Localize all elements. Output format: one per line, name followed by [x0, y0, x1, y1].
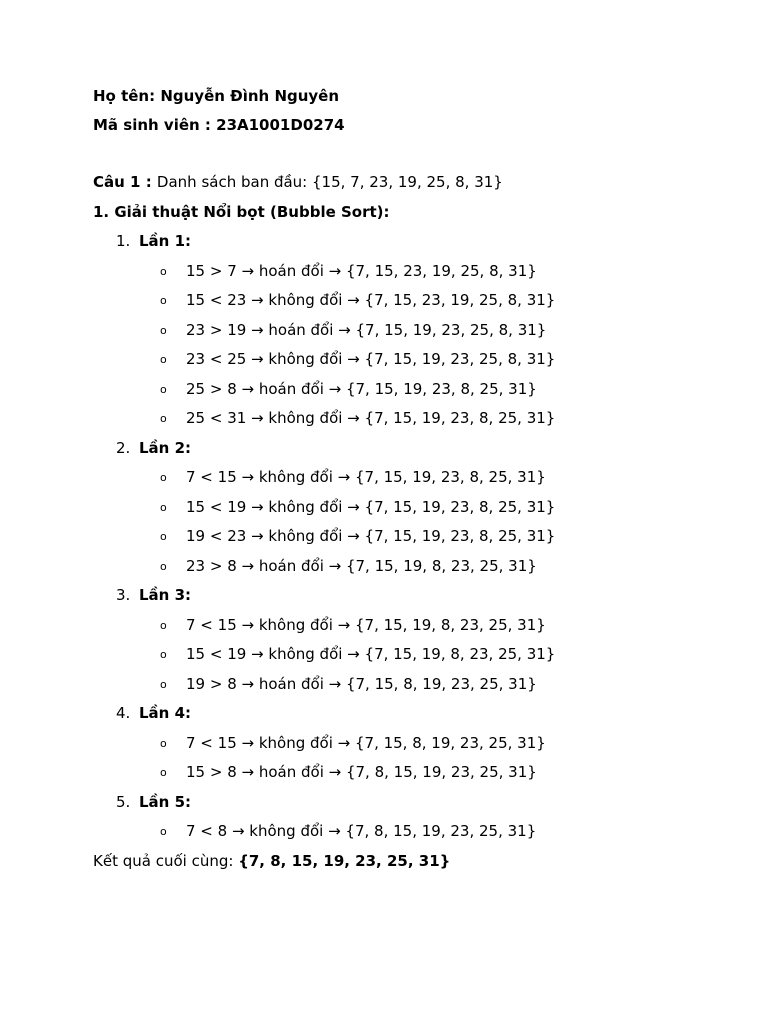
step-text: 23 > 8 → hoán đổi → {7, 15, 19, 8, 23, 25, 31}: [186, 556, 537, 575]
pass-heading: [93, 585, 733, 615]
bullet-icon: o: [160, 648, 167, 661]
bullet-icon: o: [160, 500, 167, 514]
bullet-icon: o: [160, 264, 167, 278]
student-name: Nguyễn Đình Nguyên: [160, 87, 340, 105]
pass-heading: [93, 703, 733, 733]
pass-heading: [93, 231, 733, 261]
step-item: [93, 379, 733, 409]
step-item: [93, 408, 733, 438]
step-text: 15 > 7 → hoán đổi → {7, 15, 23, 19, 25, 8, 31}: [186, 261, 537, 280]
question-label: Câu 1 :: [93, 173, 157, 191]
result-line: [93, 851, 733, 881]
bullet-icon: o: [160, 825, 167, 838]
bullet-icon: o: [160, 766, 167, 779]
step-text: 23 > 19 → hoán đổi → {7, 15, 19, 23, 25, 8, 31}: [186, 320, 547, 339]
step-item: [93, 821, 733, 851]
step-text: 15 > 8 → hoán đổi → {7, 8, 15, 19, 23, 25, 31}: [186, 763, 537, 781]
step-item: [93, 349, 733, 379]
bullet-icon: o: [160, 618, 167, 632]
step-item: [93, 261, 733, 291]
step-item: [93, 615, 733, 645]
bullet-icon: o: [160, 353, 167, 366]
student-name-line: [93, 86, 733, 115]
step-text: 15 < 23 → không đổi → {7, 15, 23, 19, 25, 8, 31}: [186, 291, 556, 309]
step-text: 23 < 25 → không đổi → {7, 15, 19, 23, 25, 8, 31}: [186, 350, 556, 368]
result-label: Kết quả cuối cùng:: [93, 851, 239, 870]
bullet-icon: o: [160, 323, 167, 337]
pass-heading: [93, 792, 733, 822]
document-page: [93, 86, 733, 880]
pass-number: 2.: [116, 438, 131, 457]
step-item: [93, 320, 733, 350]
pass-label: Lần 1:: [139, 232, 192, 250]
bullet-icon: o: [160, 382, 167, 396]
step-item: [93, 556, 733, 586]
step-text: 25 > 8 → hoán đổi → {7, 15, 19, 23, 8, 25, 31}: [186, 379, 537, 398]
bullet-icon: o: [160, 559, 167, 573]
step-item: [93, 467, 733, 497]
bullet-icon: o: [160, 294, 167, 307]
step-item: [93, 674, 733, 704]
pass-heading: [93, 438, 733, 468]
step-item: [93, 644, 733, 674]
question-line: [93, 172, 733, 202]
algorithm-heading: 1. Giải thuật Nổi bọt (Bubble Sort):: [93, 202, 390, 221]
student-name-label: Họ tên:: [93, 87, 161, 105]
question-text: Danh sách ban đầu: {15, 7, 23, 19, 25, 8, 31}: [156, 173, 503, 191]
student-id-label: Mã sinh viên :: [93, 116, 217, 134]
pass-number: 4.: [116, 704, 131, 722]
step-text: 19 > 8 → hoán đổi → {7, 15, 8, 19, 23, 25, 31}: [186, 674, 537, 693]
step-item: [93, 497, 733, 527]
student-id-line: [93, 115, 733, 144]
pass-number: 5.: [116, 792, 131, 811]
pass-label: Lần 5:: [139, 792, 192, 811]
spacer: [93, 144, 733, 172]
student-id: 23A1001D0274: [216, 116, 345, 134]
result-value: {7, 8, 15, 19, 23, 25, 31}: [238, 851, 451, 870]
step-item: [93, 733, 733, 763]
step-text: 15 < 19 → không đổi → {7, 15, 19, 23, 8, 25, 31}: [186, 497, 556, 516]
pass-number: 1.: [116, 232, 131, 250]
pass-number: 3.: [116, 586, 131, 604]
bullet-icon: o: [160, 412, 167, 425]
step-text: 7 < 8 → không đổi → {7, 8, 15, 19, 23, 25, 31}: [186, 822, 537, 840]
step-item: [93, 290, 733, 320]
step-item: [93, 526, 733, 556]
step-item: [93, 762, 733, 792]
bullet-icon: o: [160, 530, 167, 543]
passes-list: [93, 231, 733, 851]
bullet-icon: o: [160, 736, 167, 750]
step-text: 7 < 15 → không đổi → {7, 15, 19, 8, 23, 25, 31}: [186, 615, 546, 634]
pass-label: Lần 2:: [139, 438, 192, 457]
pass-label: Lần 4:: [139, 704, 192, 722]
pass-label: Lần 3:: [139, 586, 192, 604]
step-text: 25 < 31 → không đổi → {7, 15, 19, 23, 8, 25, 31}: [186, 409, 556, 427]
step-text: 7 < 15 → không đổi → {7, 15, 19, 23, 8, 25, 31}: [186, 468, 546, 486]
step-text: 15 < 19 → không đổi → {7, 15, 19, 8, 23, 25, 31}: [186, 645, 556, 663]
step-text: 19 < 23 → không đổi → {7, 15, 19, 23, 8, 25, 31}: [186, 527, 556, 545]
bullet-icon: o: [160, 677, 167, 691]
bullet-icon: o: [160, 471, 167, 484]
step-text: 7 < 15 → không đổi → {7, 15, 8, 19, 23, 25, 31}: [186, 733, 546, 752]
